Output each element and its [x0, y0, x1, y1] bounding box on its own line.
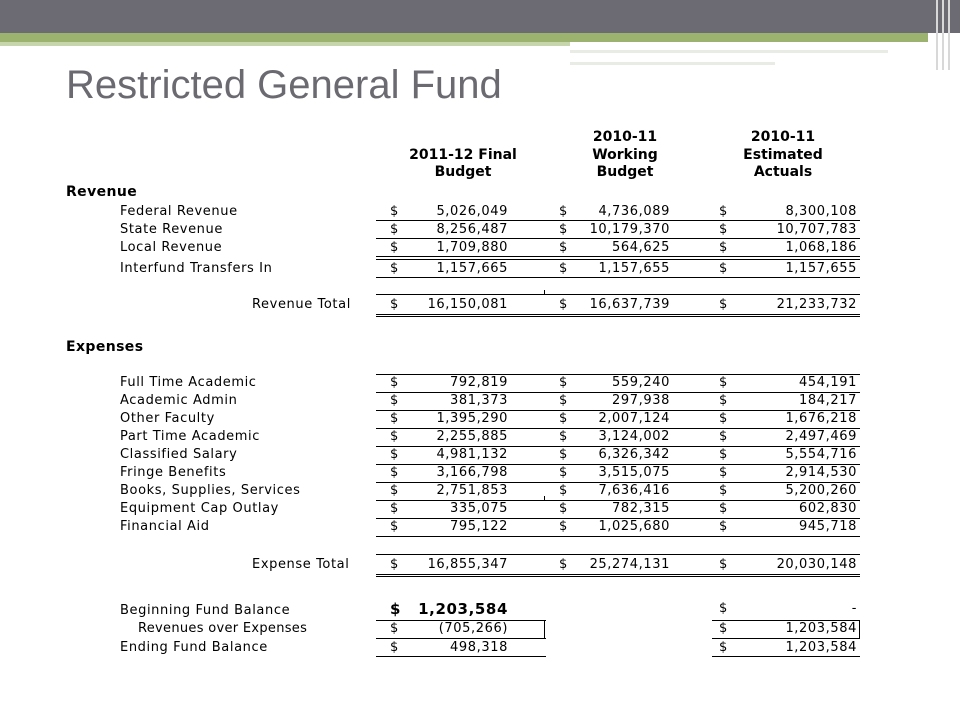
section-heading: Expenses [66, 339, 144, 355]
currency-symbol: $ [559, 297, 568, 312]
cell-value: 16,855,347 [427, 557, 508, 572]
currency-symbol: $ [559, 222, 568, 237]
page-title: Restricted General Fund [66, 63, 502, 107]
currency-symbol: $ [719, 601, 728, 616]
currency-symbol: $ [559, 501, 568, 516]
cell-value: 8,300,108 [785, 204, 857, 219]
currency-symbol: $ [719, 429, 728, 444]
cell-value: 2,914,530 [785, 465, 857, 480]
currency-symbol: $ [390, 483, 399, 498]
row-label: Academic Admin [120, 393, 238, 408]
cell-value: 381,373 [450, 393, 508, 408]
currency-symbol: $ [390, 501, 399, 516]
currency-symbol: $ [390, 375, 399, 390]
rule-tick [859, 621, 860, 638]
currency-symbol: $ [559, 483, 568, 498]
currency-symbol: $ [559, 447, 568, 462]
cell-value: 1,157,665 [436, 261, 508, 276]
row-label: Part Time Academic [120, 429, 260, 444]
rule-line [376, 656, 546, 657]
cell-value: 1,157,655 [785, 261, 857, 276]
cell-value: 335,075 [450, 501, 508, 516]
rule-line [712, 656, 860, 657]
cell-value: 1,395,290 [436, 411, 508, 426]
currency-symbol: $ [390, 621, 399, 636]
column-header: Budget [434, 164, 492, 180]
cell-value: 184,217 [799, 393, 857, 408]
currency-symbol: $ [390, 411, 399, 426]
cell-value: 782,315 [612, 501, 670, 516]
currency-symbol: $ [719, 501, 728, 516]
currency-symbol: $ [390, 204, 399, 219]
currency-symbol: $ [559, 393, 568, 408]
currency-symbol: $ [390, 600, 401, 618]
row-label-indented: Revenues over Expenses [138, 621, 308, 636]
currency-symbol: $ [559, 375, 568, 390]
row-label: Financial Aid [120, 519, 210, 534]
currency-symbol: $ [719, 222, 728, 237]
row-label: Other Faculty [120, 411, 215, 426]
currency-symbol: $ [559, 411, 568, 426]
currency-symbol: $ [719, 261, 728, 276]
cell-value: 5,554,716 [785, 447, 857, 462]
rule-line [376, 314, 860, 315]
currency-symbol: $ [719, 240, 728, 255]
cell-value: 945,718 [799, 519, 857, 534]
column-header: 2011-12 Final [409, 147, 517, 163]
cell-value: 3,515,075 [598, 465, 670, 480]
row-label: Federal Revenue [120, 204, 238, 219]
cell-value: 454,191 [799, 375, 857, 390]
currency-symbol: $ [719, 447, 728, 462]
row-label: State Revenue [120, 222, 223, 237]
cell-value: 4,981,132 [436, 447, 508, 462]
cell-value: 16,150,081 [427, 297, 508, 312]
cell-value: 1,709,880 [436, 240, 508, 255]
currency-symbol: $ [719, 411, 728, 426]
currency-symbol: $ [719, 297, 728, 312]
cell-value: 602,830 [799, 501, 857, 516]
cell-value: 7,636,416 [598, 483, 670, 498]
cell-value: 2,497,469 [785, 429, 857, 444]
cell-value: 10,707,783 [776, 222, 857, 237]
cell-value: 6,326,342 [598, 447, 670, 462]
currency-symbol: $ [559, 465, 568, 480]
currency-symbol: $ [559, 429, 568, 444]
currency-symbol: $ [559, 519, 568, 534]
cell-value: 559,240 [612, 375, 670, 390]
currency-symbol: $ [390, 465, 399, 480]
column-header: Budget [596, 164, 654, 180]
cell-value: 1,203,584 [785, 640, 857, 655]
cell-value: 25,274,131 [589, 557, 670, 572]
rule-line [376, 238, 860, 239]
rule-tick [544, 290, 545, 294]
cell-value: 2,751,853 [436, 483, 508, 498]
column-header: Actuals [753, 164, 813, 180]
rule-tick [544, 496, 545, 500]
cell-value: 297,938 [612, 393, 670, 408]
cell-value: 21,233,732 [776, 297, 857, 312]
cell-value: 2,255,885 [436, 429, 508, 444]
cell-value: 8,256,487 [436, 222, 508, 237]
currency-symbol: $ [559, 240, 568, 255]
rule-line [376, 576, 860, 577]
rule-line [376, 316, 860, 317]
currency-symbol: $ [719, 375, 728, 390]
rule-line [376, 256, 860, 257]
column-header: Working [592, 147, 658, 163]
currency-symbol: $ [559, 557, 568, 572]
column-header: 2010-11 [592, 129, 658, 145]
cell-value: - [851, 601, 857, 616]
cell-value: 5,026,049 [436, 204, 508, 219]
currency-symbol: $ [719, 393, 728, 408]
cell-value: 1,203,584 [418, 600, 508, 618]
cell-value: 3,166,798 [436, 465, 508, 480]
cell-value: 20,030,148 [776, 557, 857, 572]
column-header: Estimated [743, 147, 823, 163]
row-label: Revenue Total [252, 297, 351, 312]
cell-value: 1,068,186 [785, 240, 857, 255]
row-label: Books, Supplies, Services [120, 483, 301, 498]
currency-symbol: $ [390, 393, 399, 408]
rule-line [376, 554, 860, 555]
rule-line [376, 259, 860, 260]
row-label: Ending Fund Balance [120, 640, 268, 655]
rule-line [376, 277, 860, 278]
currency-symbol: $ [390, 240, 399, 255]
cell-value: 4,736,089 [598, 204, 670, 219]
row-label: Expense Total [252, 557, 350, 572]
cell-value: 792,819 [450, 375, 508, 390]
currency-symbol: $ [390, 297, 399, 312]
currency-symbol: $ [390, 261, 399, 276]
cell-value: 1,203,584 [785, 621, 857, 636]
rule-tick [544, 621, 545, 638]
column-header: 2010-11 [750, 129, 816, 145]
cell-value: 2,007,124 [598, 411, 670, 426]
cell-value: 795,122 [450, 519, 508, 534]
row-label: Interfund Transfers In [120, 261, 273, 276]
row-label: Local Revenue [120, 240, 223, 255]
currency-symbol: $ [390, 447, 399, 462]
currency-symbol: $ [390, 640, 399, 655]
currency-symbol: $ [559, 261, 568, 276]
cell-value: 1,025,680 [598, 519, 670, 534]
currency-symbol: $ [719, 465, 728, 480]
rule-line [376, 294, 860, 295]
cell-value: 5,200,260 [785, 483, 857, 498]
currency-symbol: $ [719, 204, 728, 219]
currency-symbol: $ [719, 557, 728, 572]
currency-symbol: $ [390, 222, 399, 237]
row-label: Classified Salary [120, 447, 238, 462]
rule-line [376, 638, 546, 639]
cell-value: 1,157,655 [598, 261, 670, 276]
cell-value: 564,625 [612, 240, 670, 255]
cell-value: 16,637,739 [589, 297, 670, 312]
currency-symbol: $ [719, 621, 728, 636]
currency-symbol: $ [559, 204, 568, 219]
cell-value: 10,179,370 [589, 222, 670, 237]
currency-symbol: $ [719, 483, 728, 498]
row-label: Full Time Academic [120, 375, 257, 390]
cell-value: (705,266) [438, 621, 508, 636]
cell-value: 3,124,002 [598, 429, 670, 444]
row-label: Fringe Benefits [120, 465, 227, 480]
rule-line [712, 638, 860, 639]
currency-symbol: $ [390, 519, 399, 534]
currency-symbol: $ [390, 557, 399, 572]
row-label: Beginning Fund Balance [120, 603, 291, 618]
currency-symbol: $ [719, 519, 728, 534]
section-heading: Revenue [66, 184, 138, 200]
rule-line [376, 536, 860, 537]
rule-line [376, 574, 860, 575]
rule-line [376, 220, 860, 221]
currency-symbol: $ [390, 429, 399, 444]
row-label: Equipment Cap Outlay [120, 501, 279, 516]
cell-value: 498,318 [450, 640, 508, 655]
cell-value: 1,676,218 [785, 411, 857, 426]
currency-symbol: $ [719, 640, 728, 655]
